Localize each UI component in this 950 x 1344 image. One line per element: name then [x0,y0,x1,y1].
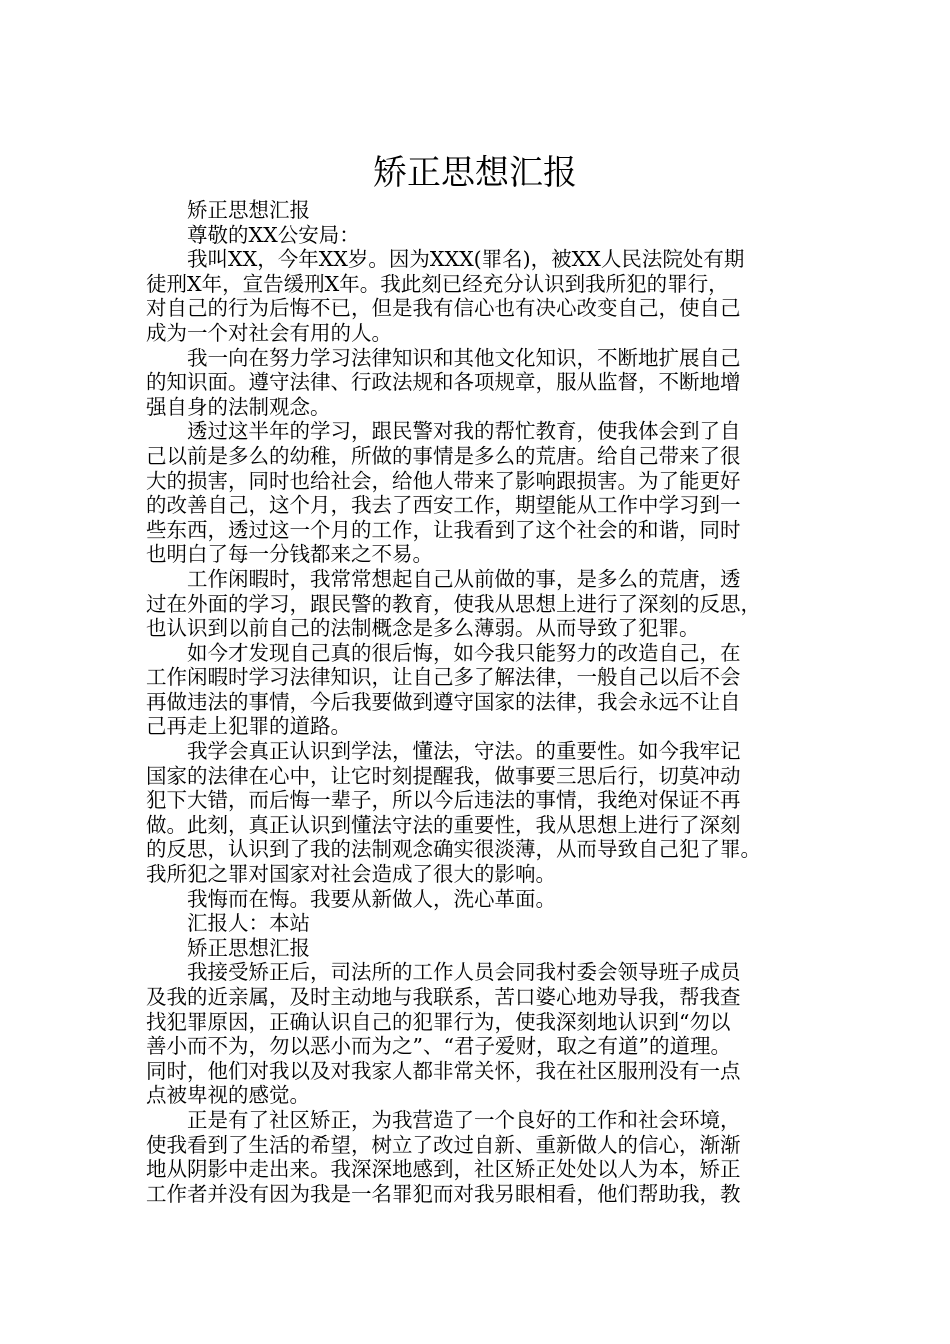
paragraph-salutation: 尊敬的XX公安局： [187,222,360,247]
document-body [146,198,812,1206]
paragraph: 工作闲暇时，我常常想起自己从前做的事，是多么的荒唐，透 过在外面的学习，跟民警的教育，使我从思想上进行了深刻的反思， 也认识到以前自己的法制概念是多么薄弱。从而导致了犯罪。 [146,566,761,641]
paragraph-signature: 汇报人：本站 [187,911,310,936]
paragraph: 透过这半年的学习，跟民警对我的帮忙教育，使我体会到了自 己以前是多么的幼稚，所做的事情是多么的荒唐。给自己带来了很 大的损害，同时也给社会，给他人带来了影响跟损害。为了能更好 的改善自己，这个月，我去了西安工作，期望能从工作中学习到一 些东西，透过这一个月的工作，让我看到了这个社会的和谐，同时 也明白了每一分钱都来之不易。 [146,419,741,567]
paragraph: 我一向在努力学习法律知识和其他文化知识，不断地扩展自己 的知识面。遵守法律、行政法规和各项规章，服从监督，不断地增 强自身的法制观念。 [146,345,741,419]
paragraph: 如今才发现自己真的很后悔，如今我只能努力的改造自己，在 工作闲暇时学习法律知识，让自己多了解法律，一般自己以后不会 再做违法的事情，今后我要做到遵守国家的法律，我会永远不让自 己再走上犯罪的道路。 [146,640,741,739]
paragraph: 我悔而在悔。我要从新做人，洗心革面。 [187,886,556,911]
document-title: 矫正思想汇报 [373,152,577,193]
paragraph-heading: 矫正思想汇报 [187,198,310,222]
paragraph: 我接受矫正后，司法所的工作人员会同我村委会领导班子成员 及我的近亲属，及时主动地与我联系，苦口婆心地劝导我，帮我查 找犯罪原因，正确认识自己的犯罪行为，使我深刻地认识到“勿以 善小而不为，勿以恶小而为之”、“君子爱财，取之有道”的道理。 同时，他们对我以及对我家人都非常关怀，我在社区服刑没有一点 点被卑视的感觉。 [146,960,741,1108]
paragraph-heading: 矫正思想汇报 [187,935,310,960]
paragraph: 正是有了社区矫正，为我营造了一个良好的工作和社会环境， 使我看到了生活的希望，树立了改过自新、重新做人的信心，渐渐 地从阴影中走出来。我深深地感到，社区矫正处处以人为本，矫正 工作者并没有因为我是一名罪犯而对我另眼相看，他们帮助我，教 [146,1107,741,1206]
paragraph: 我叫XX，今年XX岁。因为XXX(罪名)，被XX人民法院处有期 徒刑X年，宣告缓刑X年。我此刻已经充分认识到我所犯的罪行， 对自己的行为后悔不已，但是我有信心也有决心改变自己，使自己 成为一个对社会有用的人。 [146,247,745,345]
paragraph: 我学会真正认识到学法，懂法，守法。的重要性。如今我牢记 国家的法律在心中，让它时刻提醒我，做事要三思后行，切莫冲动 犯下大错，而后悔一辈子，所以今后违法的事情，我绝对保证不再 做。此刻，真正认识到懂法守法的重要性，我从思想上进行了深刻 的反思，认识到了我的法制观念确实很淡薄，从而导致自己犯了罪。 我所犯之罪对国家对社会造成了很大的影响。 [146,739,761,887]
